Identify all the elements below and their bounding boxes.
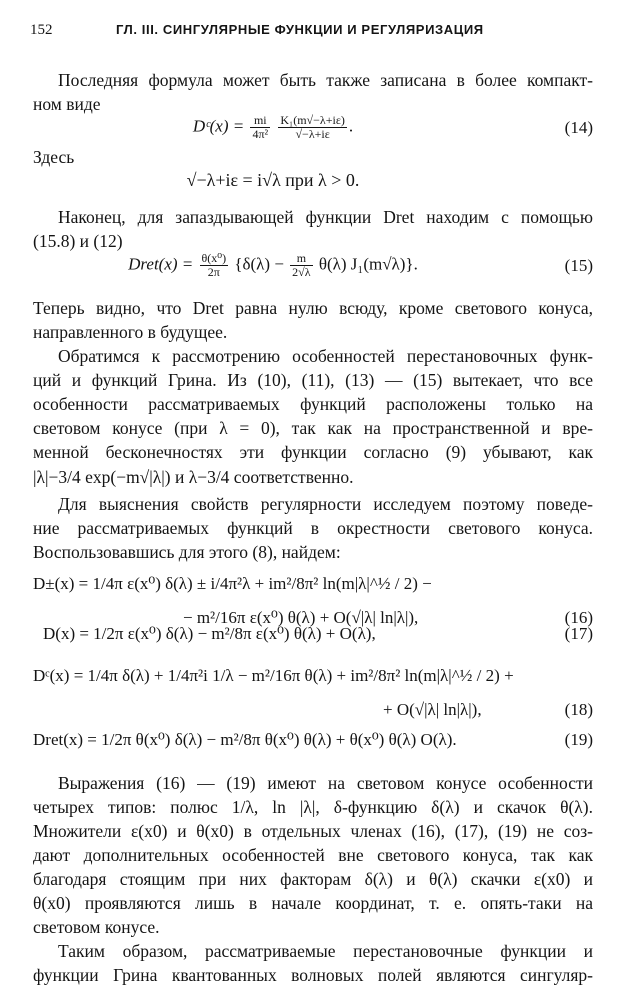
- eq19-text: Dret(x) = 1/2π θ(x⁰) δ(λ) − m²/8π θ(x⁰) θ(λ) + θ(x⁰) θ(λ) O(λ).: [33, 730, 457, 749]
- equation-19: [33, 726, 593, 756]
- running-title: ГЛ. III. СИНГУЛЯРНЫЕ ФУНКЦИИ И РЕГУЛЯРИЗАЦИЯ: [116, 22, 484, 37]
- text-line: ном виде: [33, 94, 101, 114]
- equation-number: (17): [564, 624, 593, 643]
- text-line: световом конусе.: [33, 917, 160, 937]
- text-line: направленного в будущее.: [33, 322, 228, 342]
- text-line: Таким образом, рассматриваемые перестановочные функции и: [58, 941, 593, 961]
- text-line: θ(x0) проявляются лишь в начале координат, т. е. опять-таки на: [33, 893, 593, 913]
- equation-number: (18): [564, 700, 593, 719]
- text-line: (15.8) и (12): [33, 231, 123, 251]
- eq18-line-2: + O(√|λ| ln|λ|),: [383, 700, 482, 719]
- identity-text: √−λ+iε = i√λ при λ > 0.: [186, 170, 360, 190]
- text-line: Наконец, для запаздывающей функции Dret находим с помощью: [58, 207, 593, 227]
- equation-15: [33, 242, 593, 294]
- text-line: Последняя формула может быть также записана в более компакт-: [58, 70, 593, 90]
- equation-number: (16): [564, 608, 593, 627]
- text-line: функции Грина квантованных волновых полей являются сингуляр-: [33, 965, 593, 985]
- eq14-tail: .: [348, 116, 354, 136]
- equation-sqrt-identity: [33, 166, 593, 196]
- page-number: 152: [30, 22, 53, 38]
- eq15-fraction-1: $\frac{\text{θ(x⁰)}}{2\pi}$: [201, 251, 227, 279]
- text-line: Теперь видно, что Dret равна нулю всюду, кроме светового конуса,: [33, 298, 593, 318]
- text-line: Множители ε(x0) и θ(x0) в отдельных членах (16), (17), (19) не соз-: [33, 821, 593, 841]
- text-line: дают дополнительных особенностей вне светового конуса, так как: [33, 845, 593, 865]
- text-line: Для выяснения свойств регулярности исследуем поэтому поведе-: [58, 494, 593, 514]
- text-line: Воспользовавшись для этого (8), найдем:: [33, 542, 341, 562]
- text-line: Здесь: [33, 147, 75, 167]
- eq15-fraction-2: $\frac{m}{2√\lambda}$: [292, 251, 311, 279]
- text-line: менной бесконечностях эти функции согласно (9) убывают, как: [33, 442, 593, 462]
- equation-17: [33, 620, 593, 650]
- text-line: Обратимся к рассмотрению особенностей перестановочных функ-: [58, 346, 593, 366]
- eq16-line-2: − m²/16π ε(x⁰) θ(λ) + O(√|λ| ln|λ|),: [183, 608, 419, 627]
- eq15-lhs: Dret(x) =: [128, 254, 194, 274]
- text-line: особенности рассматриваемых функций расположены только на: [33, 394, 593, 414]
- text-line: световом конусе (при λ = 0), так как на пространственной и вре-: [33, 418, 593, 438]
- eq14-lhs: Dᶜ(x) =: [192, 116, 245, 136]
- eq14-fraction-2: $\frac{\text{K₁(m√−λ+iε)}}{√-\lambda+i\varepsilon}$: [280, 113, 345, 141]
- text-line: ций и функций Грина. Из (10), (11), (13) — (15) вытекает, что все: [33, 370, 593, 390]
- text-line: ние рассматриваемых функций в окрестности светового конуса.: [33, 518, 593, 538]
- equation-number: (19): [564, 730, 593, 749]
- eq15-middle: {δ(λ) −: [234, 254, 284, 274]
- equation-number: (14): [564, 118, 593, 137]
- eq15-tail: θ(λ) J₁(m√λ)}.: [318, 254, 418, 274]
- eq16-line-1: D±(x) = 1/4π ε(x⁰) δ(λ) ± i/4π²λ + im²/8π² ln(m|λ|^½ / 2) −: [33, 574, 432, 593]
- equation-number: (15): [564, 256, 593, 275]
- eq18-line-1: Dᶜ(x) = 1/4π δ(λ) + 1/4π²i 1/λ − m²/16π θ(λ) + im²/8π² ln(m|λ|^½ / 2) +: [33, 666, 514, 685]
- eq17-text: D(x) = 1/2π ε(x⁰) δ(λ) − m²/8π ε(x⁰) θ(λ) + O(λ),: [43, 624, 376, 643]
- text-line: четырех типов: полюс 1/λ, ln |λ|, δ-функцию δ(λ) и скачок θ(λ).: [33, 797, 593, 817]
- equation-18: [33, 660, 593, 732]
- eq14-fraction-1: $\frac{mi}{\text{4π²}}$: [252, 113, 269, 141]
- text-line: Выражения (16) — (19) имеют на световом конусе особенности: [58, 773, 593, 793]
- text-line: |λ|−3/4 exp(−m√|λ|) и λ−3/4 соответственно.: [33, 467, 354, 487]
- text-line: благодаря стоящим при них факторам δ(λ) и θ(λ) скачки ε(x0) и: [33, 869, 593, 889]
